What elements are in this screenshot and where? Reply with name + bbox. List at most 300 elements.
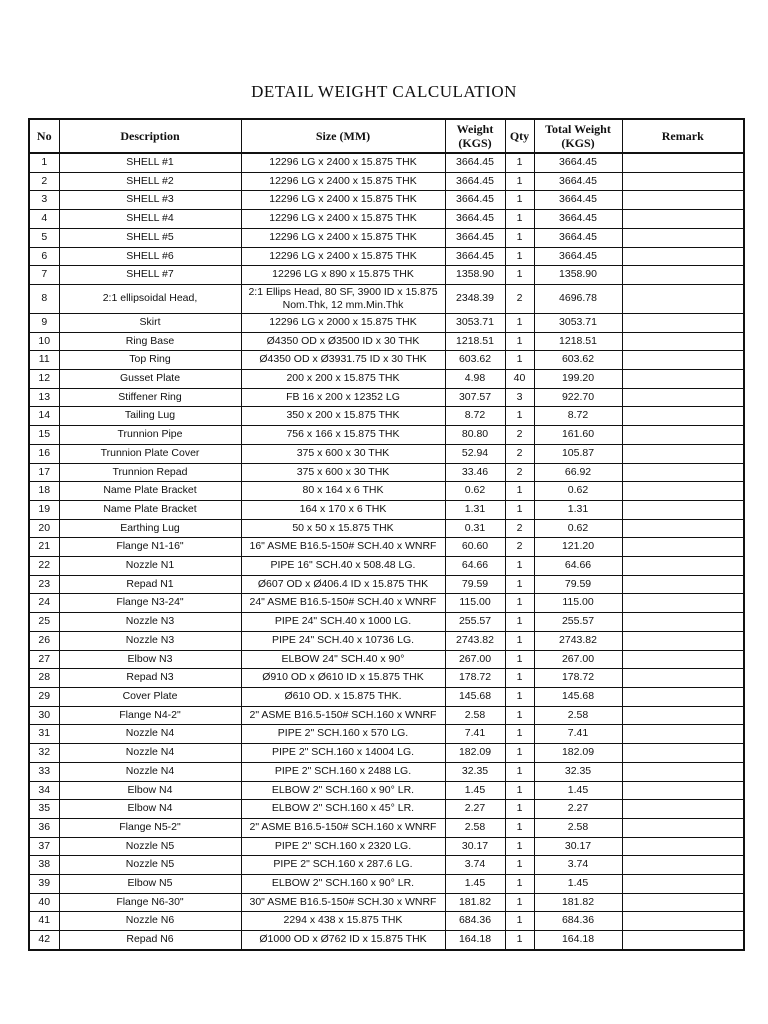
cell-no: 15 xyxy=(29,426,59,445)
cell-remark xyxy=(622,228,744,247)
table-row xyxy=(29,444,744,463)
cell-weight: 684.36 xyxy=(445,912,505,931)
cell-description: Nozzle N5 xyxy=(59,856,241,875)
cell-qty: 1 xyxy=(505,613,534,632)
cell-description: Flange N4-2" xyxy=(59,706,241,725)
cell-size: ELBOW 2" SCH.160 x 90° LR. xyxy=(241,781,445,800)
cell-size: 12296 LG x 2400 x 15.875 THK xyxy=(241,247,445,266)
cell-remark xyxy=(622,613,744,632)
table-row xyxy=(29,172,744,191)
table-row xyxy=(29,912,744,931)
cell-remark xyxy=(622,519,744,538)
cell-size: 375 x 600 x 30 THK xyxy=(241,444,445,463)
cell-description: Nozzle N4 xyxy=(59,725,241,744)
cell-no: 18 xyxy=(29,482,59,501)
table-row xyxy=(29,931,744,950)
cell-remark xyxy=(622,818,744,837)
cell-qty: 1 xyxy=(505,781,534,800)
cell-total-weight: 161.60 xyxy=(534,426,622,445)
table-row xyxy=(29,482,744,501)
cell-total-weight: 79.59 xyxy=(534,575,622,594)
cell-size: 12296 LG x 890 x 15.875 THK xyxy=(241,266,445,285)
cell-no: 4 xyxy=(29,210,59,229)
cell-qty: 1 xyxy=(505,594,534,613)
cell-description: SHELL #1 xyxy=(59,153,241,172)
header-weight: Weight (KGS) xyxy=(445,119,505,153)
cell-total-weight: 105.87 xyxy=(534,444,622,463)
cell-description: Repad N6 xyxy=(59,931,241,950)
cell-qty: 1 xyxy=(505,706,534,725)
cell-total-weight: 3664.45 xyxy=(534,153,622,172)
cell-total-weight: 2.58 xyxy=(534,706,622,725)
cell-description: Trunnion Pipe xyxy=(59,426,241,445)
cell-size: 164 x 170 x 6 THK xyxy=(241,500,445,519)
header-description: Description xyxy=(59,119,241,153)
cell-qty: 2 xyxy=(505,444,534,463)
table-row xyxy=(29,538,744,557)
table-row xyxy=(29,500,744,519)
cell-size: Ø4350 OD x Ø3931.75 ID x 30 THK xyxy=(241,351,445,370)
cell-size: 12296 LG x 2400 x 15.875 THK xyxy=(241,153,445,172)
cell-weight: 64.66 xyxy=(445,557,505,576)
cell-qty: 1 xyxy=(505,669,534,688)
cell-size: 200 x 200 x 15.875 THK xyxy=(241,370,445,389)
cell-total-weight: 32.35 xyxy=(534,762,622,781)
cell-size: PIPE 16" SCH.40 x 508.48 LG. xyxy=(241,557,445,576)
cell-weight: 3053.71 xyxy=(445,313,505,332)
cell-no: 29 xyxy=(29,687,59,706)
cell-remark xyxy=(622,557,744,576)
cell-size: PIPE 2" SCH.160 x 287.6 LG. xyxy=(241,856,445,875)
table-header-row xyxy=(29,119,744,153)
cell-total-weight: 684.36 xyxy=(534,912,622,931)
table-row xyxy=(29,856,744,875)
cell-qty: 1 xyxy=(505,228,534,247)
cell-no: 30 xyxy=(29,706,59,725)
cell-remark xyxy=(622,247,744,266)
cell-qty: 1 xyxy=(505,482,534,501)
cell-weight: 30.17 xyxy=(445,837,505,856)
cell-total-weight: 121.20 xyxy=(534,538,622,557)
cell-description: SHELL #3 xyxy=(59,191,241,210)
cell-weight: 2.58 xyxy=(445,818,505,837)
cell-weight: 2.27 xyxy=(445,800,505,819)
cell-weight: 2.58 xyxy=(445,706,505,725)
cell-description: Repad N1 xyxy=(59,575,241,594)
cell-description: Tailing Lug xyxy=(59,407,241,426)
cell-no: 14 xyxy=(29,407,59,426)
cell-no: 19 xyxy=(29,500,59,519)
cell-qty: 1 xyxy=(505,893,534,912)
table-row xyxy=(29,650,744,669)
table-row xyxy=(29,519,744,538)
cell-size: 12296 LG x 2400 x 15.875 THK xyxy=(241,191,445,210)
cell-weight: 178.72 xyxy=(445,669,505,688)
cell-description: Nozzle N1 xyxy=(59,557,241,576)
cell-qty: 1 xyxy=(505,875,534,894)
cell-size: ELBOW 2" SCH.160 x 45° LR. xyxy=(241,800,445,819)
table-row xyxy=(29,631,744,650)
cell-size: 16" ASME B16.5-150# SCH.40 x WNRF xyxy=(241,538,445,557)
cell-weight: 267.00 xyxy=(445,650,505,669)
cell-no: 9 xyxy=(29,313,59,332)
cell-no: 12 xyxy=(29,370,59,389)
cell-total-weight: 603.62 xyxy=(534,351,622,370)
cell-remark xyxy=(622,931,744,950)
cell-no: 3 xyxy=(29,191,59,210)
table-row xyxy=(29,575,744,594)
cell-weight: 145.68 xyxy=(445,687,505,706)
cell-weight: 80.80 xyxy=(445,426,505,445)
cell-remark xyxy=(622,650,744,669)
table-row xyxy=(29,313,744,332)
cell-description: Elbow N4 xyxy=(59,781,241,800)
cell-total-weight: 181.82 xyxy=(534,893,622,912)
cell-weight: 52.94 xyxy=(445,444,505,463)
cell-remark xyxy=(622,725,744,744)
cell-description: Name Plate Bracket xyxy=(59,500,241,519)
cell-remark xyxy=(622,266,744,285)
cell-size: PIPE 2" SCH.160 x 570 LG. xyxy=(241,725,445,744)
cell-total-weight: 178.72 xyxy=(534,669,622,688)
cell-qty: 2 xyxy=(505,284,534,313)
cell-description: Nozzle N3 xyxy=(59,613,241,632)
cell-qty: 1 xyxy=(505,407,534,426)
cell-no: 28 xyxy=(29,669,59,688)
table-row xyxy=(29,762,744,781)
cell-no: 37 xyxy=(29,837,59,856)
cell-total-weight: 3664.45 xyxy=(534,191,622,210)
cell-weight: 3664.45 xyxy=(445,153,505,172)
cell-qty: 1 xyxy=(505,631,534,650)
cell-description: Nozzle N4 xyxy=(59,744,241,763)
cell-total-weight: 145.68 xyxy=(534,687,622,706)
cell-size: ELBOW 2" SCH.160 x 90° LR. xyxy=(241,875,445,894)
cell-weight: 115.00 xyxy=(445,594,505,613)
cell-description: Trunnion Plate Cover xyxy=(59,444,241,463)
cell-qty: 1 xyxy=(505,912,534,931)
table-row xyxy=(29,191,744,210)
cell-weight: 1.45 xyxy=(445,781,505,800)
cell-remark xyxy=(622,762,744,781)
cell-weight: 255.57 xyxy=(445,613,505,632)
cell-no: 25 xyxy=(29,613,59,632)
table-row xyxy=(29,613,744,632)
cell-total-weight: 2.58 xyxy=(534,818,622,837)
table-row xyxy=(29,228,744,247)
cell-remark xyxy=(622,284,744,313)
cell-total-weight: 1.31 xyxy=(534,500,622,519)
cell-no: 35 xyxy=(29,800,59,819)
cell-remark xyxy=(622,669,744,688)
cell-qty: 2 xyxy=(505,426,534,445)
cell-description: Flange N3-24" xyxy=(59,594,241,613)
cell-no: 13 xyxy=(29,388,59,407)
cell-description: Flange N6-30" xyxy=(59,893,241,912)
cell-qty: 1 xyxy=(505,837,534,856)
cell-weight: 0.31 xyxy=(445,519,505,538)
cell-size: Ø610 OD. x 15.875 THK. xyxy=(241,687,445,706)
table-row xyxy=(29,706,744,725)
cell-no: 39 xyxy=(29,875,59,894)
cell-total-weight: 199.20 xyxy=(534,370,622,389)
cell-total-weight: 2.27 xyxy=(534,800,622,819)
cell-total-weight: 3053.71 xyxy=(534,313,622,332)
cell-remark xyxy=(622,594,744,613)
table-row xyxy=(29,669,744,688)
cell-no: 41 xyxy=(29,912,59,931)
cell-remark xyxy=(622,875,744,894)
cell-total-weight: 182.09 xyxy=(534,744,622,763)
cell-weight: 1.31 xyxy=(445,500,505,519)
cell-remark xyxy=(622,426,744,445)
cell-no: 24 xyxy=(29,594,59,613)
cell-total-weight: 66.92 xyxy=(534,463,622,482)
cell-description: Flange N5-2" xyxy=(59,818,241,837)
table-body xyxy=(29,153,744,950)
cell-no: 21 xyxy=(29,538,59,557)
cell-size: FB 16 x 200 x 12352 LG xyxy=(241,388,445,407)
cell-total-weight: 115.00 xyxy=(534,594,622,613)
cell-qty: 1 xyxy=(505,818,534,837)
cell-weight: 60.60 xyxy=(445,538,505,557)
cell-description: Gusset Plate xyxy=(59,370,241,389)
cell-remark xyxy=(622,912,744,931)
cell-description: Elbow N5 xyxy=(59,875,241,894)
cell-remark xyxy=(622,893,744,912)
cell-weight: 32.35 xyxy=(445,762,505,781)
cell-size: 30" ASME B16.5-150# SCH.30 x WNRF xyxy=(241,893,445,912)
cell-size: 375 x 600 x 30 THK xyxy=(241,463,445,482)
cell-size: PIPE 24" SCH.40 x 1000 LG. xyxy=(241,613,445,632)
cell-size: Ø910 OD x Ø610 ID x 15.875 THK xyxy=(241,669,445,688)
cell-weight: 79.59 xyxy=(445,575,505,594)
cell-size: Ø4350 OD x Ø3500 ID x 30 THK xyxy=(241,332,445,351)
table-row xyxy=(29,557,744,576)
cell-size: PIPE 2" SCH.160 x 2488 LG. xyxy=(241,762,445,781)
cell-size: PIPE 2" SCH.160 x 2320 LG. xyxy=(241,837,445,856)
cell-description: SHELL #4 xyxy=(59,210,241,229)
cell-weight: 1218.51 xyxy=(445,332,505,351)
cell-qty: 1 xyxy=(505,557,534,576)
cell-total-weight: 1.45 xyxy=(534,875,622,894)
cell-no: 31 xyxy=(29,725,59,744)
cell-remark xyxy=(622,351,744,370)
cell-weight: 1.45 xyxy=(445,875,505,894)
cell-total-weight: 3664.45 xyxy=(534,172,622,191)
cell-description: Repad N3 xyxy=(59,669,241,688)
table-row xyxy=(29,210,744,229)
header-remark: Remark xyxy=(622,119,744,153)
cell-description: Name Plate Bracket xyxy=(59,482,241,501)
table-row xyxy=(29,332,744,351)
cell-remark xyxy=(622,370,744,389)
cell-total-weight: 1358.90 xyxy=(534,266,622,285)
table-row xyxy=(29,426,744,445)
cell-weight: 1358.90 xyxy=(445,266,505,285)
cell-no: 11 xyxy=(29,351,59,370)
cell-total-weight: 255.57 xyxy=(534,613,622,632)
cell-weight: 307.57 xyxy=(445,388,505,407)
cell-no: 27 xyxy=(29,650,59,669)
cell-remark xyxy=(622,744,744,763)
cell-qty: 1 xyxy=(505,575,534,594)
cell-no: 7 xyxy=(29,266,59,285)
cell-qty: 1 xyxy=(505,856,534,875)
cell-remark xyxy=(622,575,744,594)
cell-weight: 3664.45 xyxy=(445,172,505,191)
table-row xyxy=(29,370,744,389)
cell-no: 34 xyxy=(29,781,59,800)
cell-description: Nozzle N4 xyxy=(59,762,241,781)
cell-weight: 603.62 xyxy=(445,351,505,370)
table-row xyxy=(29,800,744,819)
header-qty: Qty xyxy=(505,119,534,153)
table-row xyxy=(29,266,744,285)
table-row xyxy=(29,725,744,744)
cell-size: 12296 LG x 2000 x 15.875 THK xyxy=(241,313,445,332)
table-row xyxy=(29,463,744,482)
cell-description: Top Ring xyxy=(59,351,241,370)
table-row xyxy=(29,781,744,800)
table-row xyxy=(29,687,744,706)
cell-total-weight: 1218.51 xyxy=(534,332,622,351)
table-row xyxy=(29,153,744,172)
cell-description: Nozzle N6 xyxy=(59,912,241,931)
cell-qty: 1 xyxy=(505,210,534,229)
cell-description: Cover Plate xyxy=(59,687,241,706)
cell-remark xyxy=(622,500,744,519)
cell-remark xyxy=(622,332,744,351)
cell-no: 40 xyxy=(29,893,59,912)
cell-size: 2:1 Ellips Head, 80 SF, 3900 ID x 15.875 Nom.Thk, 12 mm.Min.Thk xyxy=(241,284,445,313)
cell-remark xyxy=(622,800,744,819)
cell-remark xyxy=(622,444,744,463)
cell-remark xyxy=(622,687,744,706)
cell-remark xyxy=(622,631,744,650)
header-no: No xyxy=(29,119,59,153)
cell-no: 22 xyxy=(29,557,59,576)
cell-weight: 3.74 xyxy=(445,856,505,875)
cell-remark xyxy=(622,781,744,800)
cell-remark xyxy=(622,856,744,875)
cell-total-weight: 3664.45 xyxy=(534,247,622,266)
cell-size: 350 x 200 x 15.875 THK xyxy=(241,407,445,426)
cell-qty: 1 xyxy=(505,800,534,819)
cell-size: 12296 LG x 2400 x 15.875 THK xyxy=(241,172,445,191)
cell-no: 2 xyxy=(29,172,59,191)
cell-description: Skirt xyxy=(59,313,241,332)
page-title: DETAIL WEIGHT CALCULATION xyxy=(251,82,517,101)
cell-remark xyxy=(622,706,744,725)
cell-no: 36 xyxy=(29,818,59,837)
cell-remark xyxy=(622,538,744,557)
cell-no: 10 xyxy=(29,332,59,351)
cell-no: 42 xyxy=(29,931,59,950)
cell-remark xyxy=(622,407,744,426)
cell-size: Ø607 OD x Ø406.4 ID x 15.875 THK xyxy=(241,575,445,594)
cell-qty: 1 xyxy=(505,247,534,266)
cell-weight: 3664.45 xyxy=(445,228,505,247)
table-row xyxy=(29,594,744,613)
cell-description: Earthing Lug xyxy=(59,519,241,538)
cell-qty: 1 xyxy=(505,313,534,332)
cell-total-weight: 7.41 xyxy=(534,725,622,744)
cell-qty: 1 xyxy=(505,725,534,744)
cell-qty: 40 xyxy=(505,370,534,389)
cell-total-weight: 0.62 xyxy=(534,482,622,501)
cell-size: 2" ASME B16.5-150# SCH.160 x WNRF xyxy=(241,706,445,725)
cell-total-weight: 64.66 xyxy=(534,557,622,576)
cell-qty: 1 xyxy=(505,266,534,285)
cell-no: 38 xyxy=(29,856,59,875)
table-row xyxy=(29,837,744,856)
table-row xyxy=(29,818,744,837)
cell-total-weight: 30.17 xyxy=(534,837,622,856)
cell-qty: 1 xyxy=(505,332,534,351)
cell-description: Elbow N4 xyxy=(59,800,241,819)
cell-remark xyxy=(622,463,744,482)
cell-description: Nozzle N5 xyxy=(59,837,241,856)
table-row xyxy=(29,744,744,763)
cell-size: 12296 LG x 2400 x 15.875 THK xyxy=(241,228,445,247)
cell-qty: 2 xyxy=(505,463,534,482)
cell-no: 26 xyxy=(29,631,59,650)
cell-weight: 33.46 xyxy=(445,463,505,482)
cell-weight: 0.62 xyxy=(445,482,505,501)
cell-remark xyxy=(622,837,744,856)
cell-description: SHELL #6 xyxy=(59,247,241,266)
cell-qty: 1 xyxy=(505,744,534,763)
cell-weight: 3664.45 xyxy=(445,210,505,229)
cell-weight: 181.82 xyxy=(445,893,505,912)
cell-description: 2:1 ellipsoidal Head, xyxy=(59,284,241,313)
cell-weight: 4.98 xyxy=(445,370,505,389)
table-row xyxy=(29,388,744,407)
cell-no: 16 xyxy=(29,444,59,463)
cell-size: 2294 x 438 x 15.875 THK xyxy=(241,912,445,931)
table-row xyxy=(29,247,744,266)
cell-no: 6 xyxy=(29,247,59,266)
cell-size: 24" ASME B16.5-150# SCH.40 x WNRF xyxy=(241,594,445,613)
cell-size: 756 x 166 x 15.875 THK xyxy=(241,426,445,445)
cell-qty: 3 xyxy=(505,388,534,407)
cell-no: 23 xyxy=(29,575,59,594)
cell-no: 1 xyxy=(29,153,59,172)
cell-description: SHELL #2 xyxy=(59,172,241,191)
cell-total-weight: 3.74 xyxy=(534,856,622,875)
table-row xyxy=(29,284,744,313)
cell-size: 50 x 50 x 15.875 THK xyxy=(241,519,445,538)
cell-total-weight: 3664.45 xyxy=(534,228,622,247)
cell-no: 20 xyxy=(29,519,59,538)
cell-description: Stiffener Ring xyxy=(59,388,241,407)
cell-weight: 8.72 xyxy=(445,407,505,426)
cell-qty: 1 xyxy=(505,351,534,370)
cell-description: Ring Base xyxy=(59,332,241,351)
cell-qty: 1 xyxy=(505,172,534,191)
cell-total-weight: 922.70 xyxy=(534,388,622,407)
cell-weight: 3664.45 xyxy=(445,191,505,210)
header-total-weight: Total Weight (KGS) xyxy=(534,119,622,153)
cell-weight: 7.41 xyxy=(445,725,505,744)
cell-remark xyxy=(622,388,744,407)
cell-size: Ø1000 OD x Ø762 ID x 15.875 THK xyxy=(241,931,445,950)
cell-no: 17 xyxy=(29,463,59,482)
cell-total-weight: 164.18 xyxy=(534,931,622,950)
cell-description: SHELL #7 xyxy=(59,266,241,285)
cell-total-weight: 267.00 xyxy=(534,650,622,669)
